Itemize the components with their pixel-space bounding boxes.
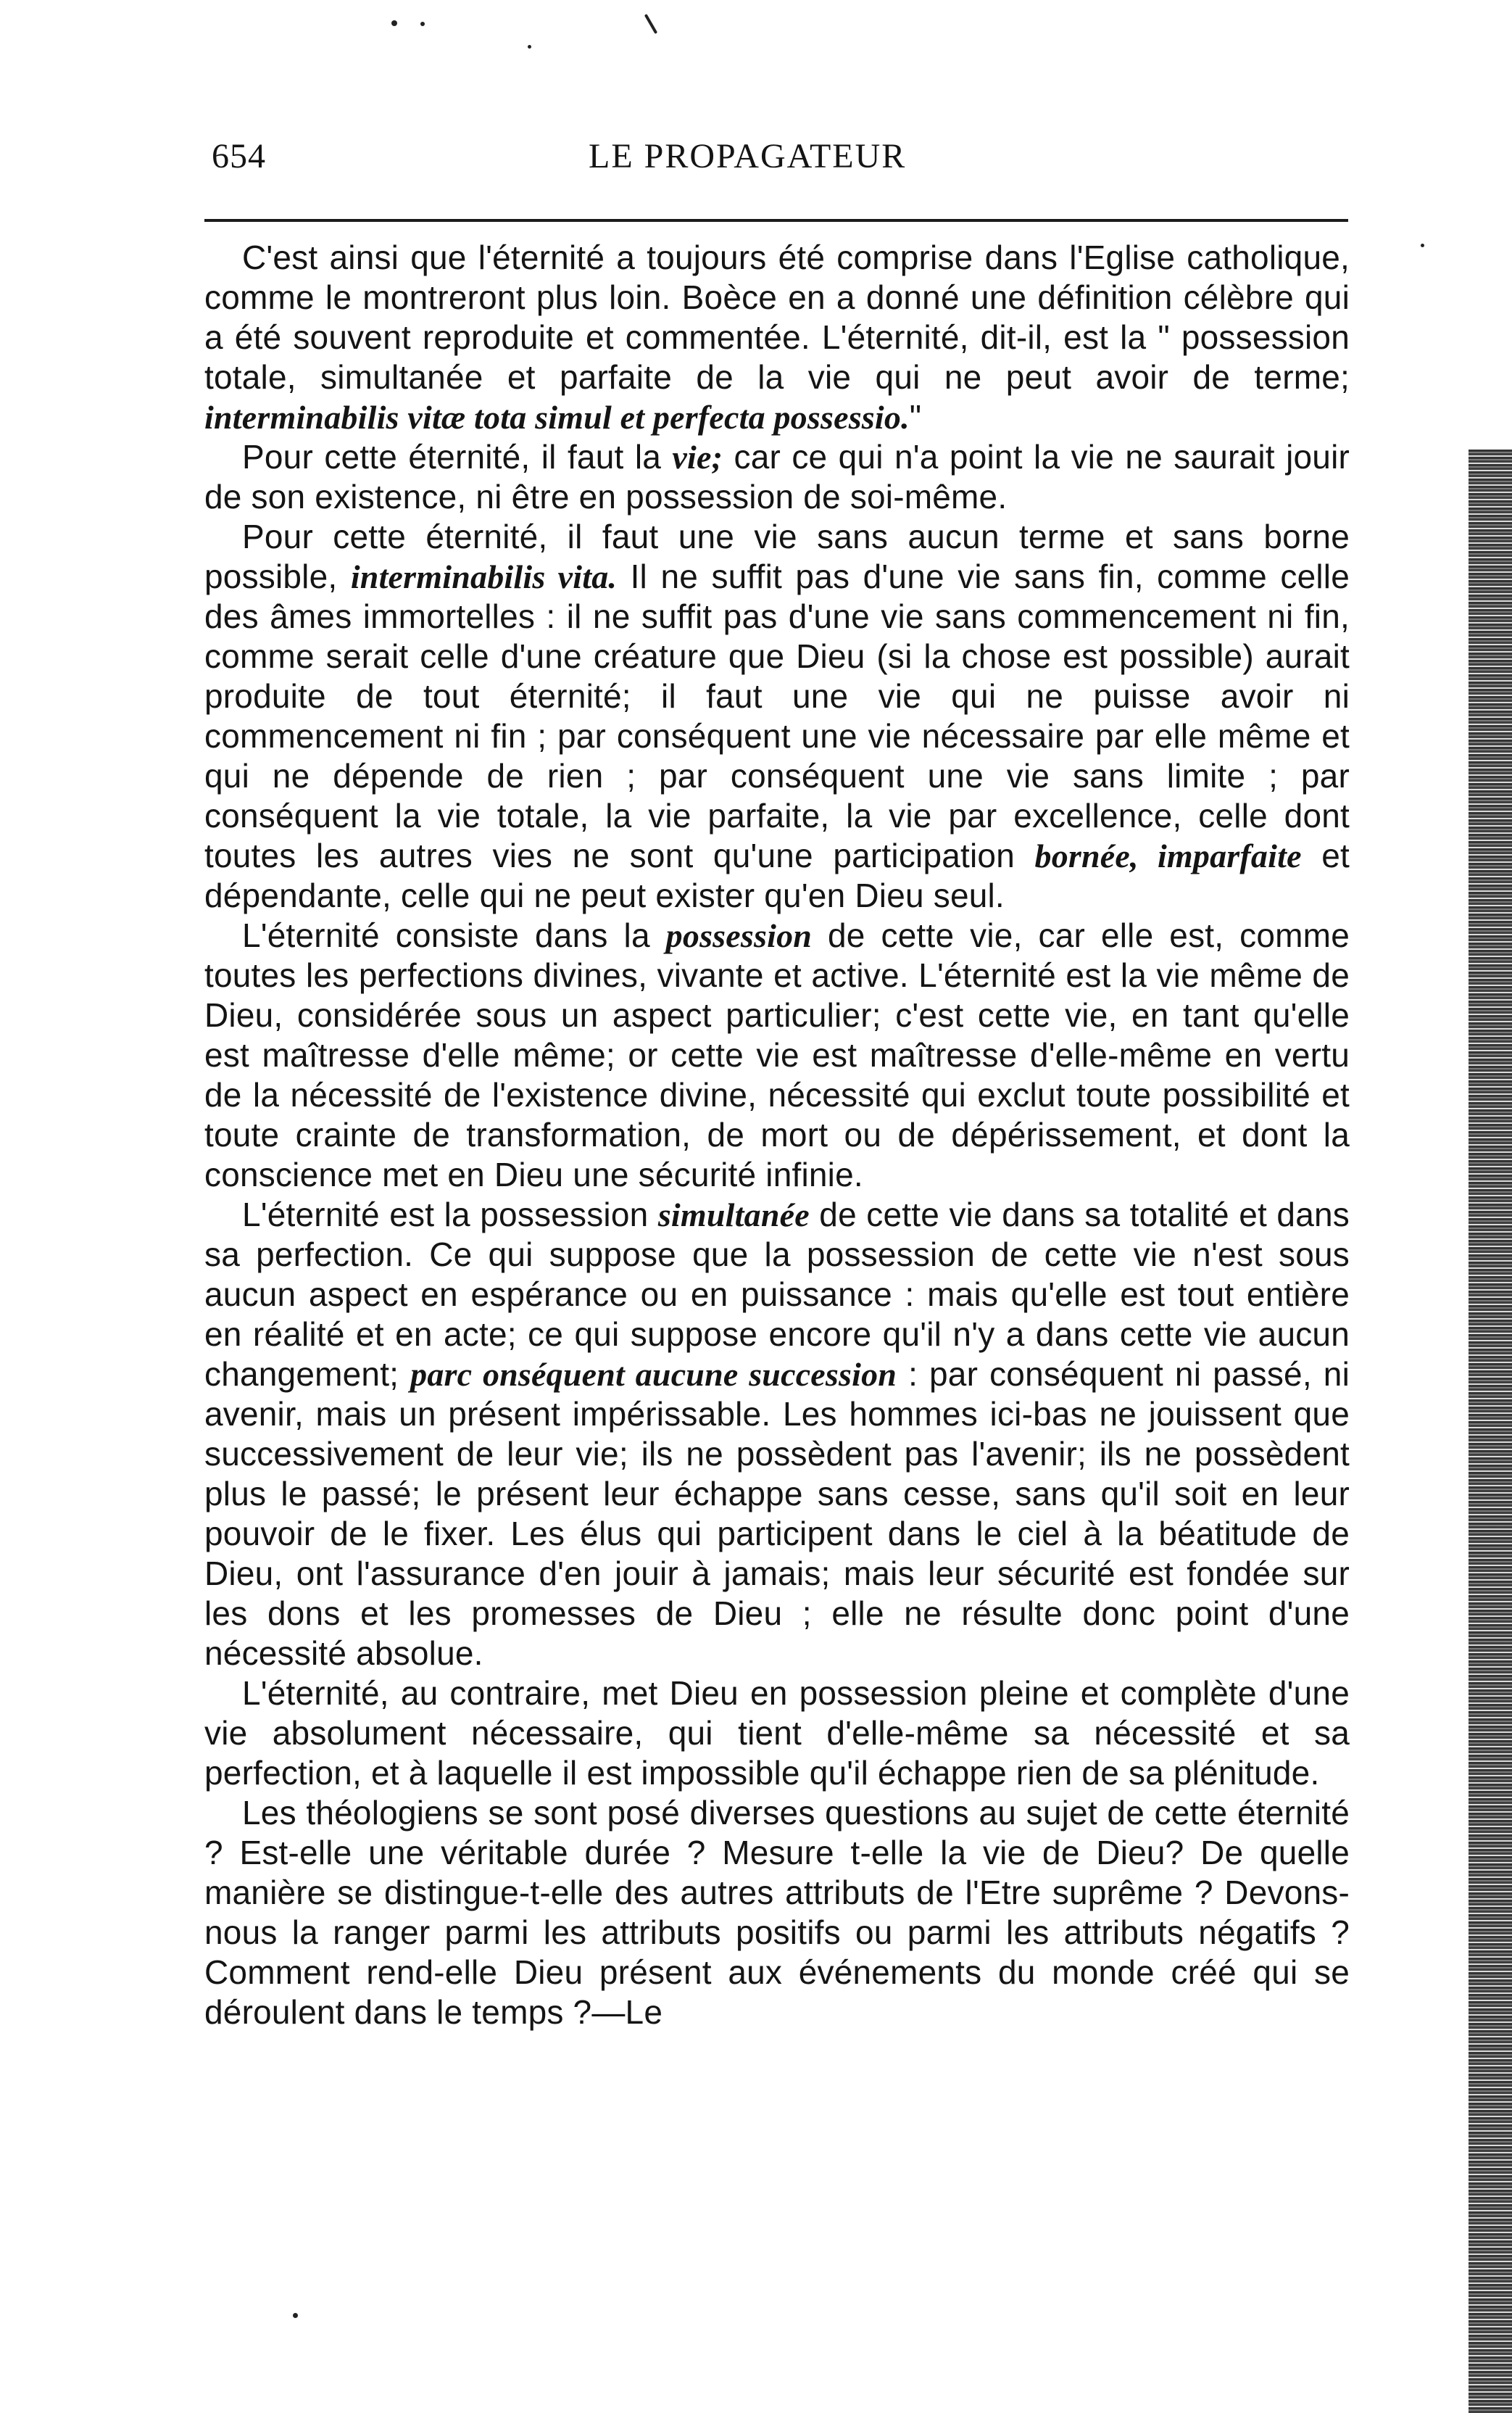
text-run: L'éternité consiste dans la <box>242 916 666 954</box>
scan-speck <box>528 45 531 49</box>
text-run: L'éternité est la possession <box>242 1196 658 1233</box>
page-number: 654 <box>212 137 266 175</box>
scanned-page-edge <box>1469 450 1512 2413</box>
italic-phrase: interminabilis vitæ tota simul et perfecta possessio. <box>204 399 910 436</box>
text-run: Pour cette éternité, il faut la <box>242 438 673 476</box>
paragraph <box>204 916 1350 1195</box>
italic-phrase: possession <box>665 917 813 954</box>
text-run: Il ne suffit pas d'une vie sans fin, comme celle des âmes immortelles : il ne suffit pas d'une vie sans commencement ni fin, comme serait celle d'une créature que Dieu (si la chose est possible) aurait produite de tout éternité; il faut une vie qui ne puisse avoir ni commencement ni fin ; par conséquent une vie nécessaire par elle même et qui ne dépende de rien ; par conséquent une vie sans limite ; par conséquent la vie totale, la vie parfaite, la vie par excellence, celle dont toutes les autres vies ne sont qu'une participation <box>204 558 1350 874</box>
text-run: car ce qui n'a point la vie ne saurait jouir de son existence, ni être en possession de soi-même. <box>204 438 1350 516</box>
scan-speck <box>391 20 397 26</box>
italic-phrase: bornée, imparfaite <box>1034 837 1302 874</box>
text-run: de cette vie dans sa totalité et dans sa perfection. Ce qui suppose que la possession de cette vie n'est sous aucun aspect en espérance ou en puissance : mais qu'elle est tout entière en réalité et en acte; ce qui suppose encore qu'il n'y a dans cette vie aucun changement; <box>204 1196 1350 1393</box>
paragraph <box>204 437 1350 517</box>
page-header <box>212 136 1342 187</box>
running-title: LE PROPAGATEUR <box>589 137 907 175</box>
paragraph <box>204 1673 1350 1793</box>
text-run: et dépendante, celle qui ne peut exister qu'en Dieu seul. <box>204 837 1350 914</box>
text-run: C'est ainsi que l'éternité a toujours été comprise dans l'Eglise catholique, comme le montreront plus loin. Boèce en a donné une définition célèbre qui a été souvent reproduite et commentée. L'éternité, dit-il, est la " possession totale, simultanée et parfaite de la vie qui ne peut avoir de terme; <box>204 239 1350 396</box>
scan-speck <box>293 2313 298 2318</box>
paragraph <box>204 238 1350 437</box>
text-run: " <box>909 398 922 436</box>
text-run: : par conséquent ni passé, ni avenir, mais un présent impérissable. Les hommes ici-bas ne jouissent que successivement de leur vie; ils ne possèdent pas l'avenir; ils ne possèdent plus le passé; le présent leur échappe sans cesse, sans qu'il soit en leur pouvoir de le fixer. Les élus qui participent dans le ciel à la béatitude de Dieu, ont l'assurance d'en jouir à jamais; mais leur sécurité est fondée sur les dons et les promesses de Dieu ; elle ne résulte donc point d'une nécessité absolue. <box>204 1355 1350 1672</box>
text-run: Pour cette éternité, il faut une vie sans aucun terme et sans borne possible, <box>204 518 1350 595</box>
scan-speck <box>1421 244 1424 247</box>
paragraph <box>204 1195 1350 1673</box>
body-text <box>204 238 1350 2032</box>
italic-phrase: vie; <box>672 439 723 476</box>
text-run: Les théologiens se sont posé diverses questions au sujet de cette éternité ? Est-elle une véritable durée ? Mesure t-elle la vie de Dieu? De quelle manière se distingue-t-elle des autres attributs de l'Etre suprême ? Devons-nous la ranger parmi les attributs positifs ou parmi les attributs négatifs ? Comment rend-elle Dieu présent aux événements du monde créé qui se déroulent dans le temps ?—Le <box>204 1794 1350 2031</box>
paragraph <box>204 1793 1350 2032</box>
italic-phrase: parc onséquent aucune succession <box>410 1356 897 1393</box>
paragraph <box>204 517 1350 916</box>
italic-phrase: simultanée <box>657 1196 810 1233</box>
scan-speck <box>420 22 425 26</box>
scan-speck <box>644 14 657 34</box>
text-run: L'éternité, au contraire, met Dieu en possession pleine et complète d'une vie absolument nécessaire, qui tient d'elle-même sa nécessité et sa perfection, et à laquelle il est impossible qu'il échappe rien de sa plénitude. <box>204 1674 1350 1792</box>
text-run: de cette vie, car elle est, comme toutes les perfections divines, vivante et active. L'éternité est la vie même de Dieu, considérée sous un aspect particulier; c'est cette vie, en tant qu'elle est maîtresse d'elle même; or cette vie est maîtresse d'elle-même en vertu de la nécessité de l'existence divine, nécessité qui exclut toute possibilité et toute crainte de transformation, de mort ou de dépérissement, et dont la conscience met en Dieu une sécurité infinie. <box>204 916 1350 1193</box>
italic-phrase: interminabilis vita. <box>350 558 618 595</box>
header-rule <box>204 219 1348 222</box>
